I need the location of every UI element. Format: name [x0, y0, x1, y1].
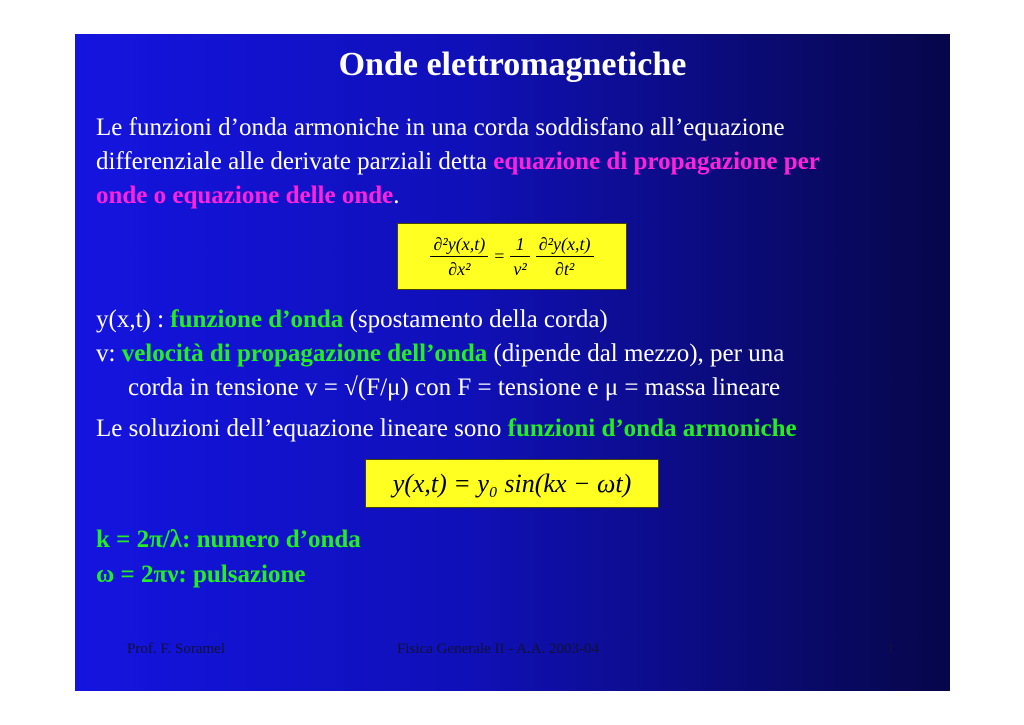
wave-equation-box	[397, 223, 627, 290]
footer-author: Prof. F. Soramel	[127, 641, 225, 657]
rhs-numerator: ∂²y(x,t)	[536, 232, 594, 257]
rhs-fraction	[536, 232, 594, 281]
coef-denominator: v²	[513, 259, 527, 279]
equals-sign: =	[494, 246, 505, 266]
def-y-prefix: y(x,t) :	[96, 306, 171, 333]
def-y-term: funzione d’onda	[170, 306, 344, 333]
coef-numerator: 1	[510, 232, 529, 257]
harmonic-equation: y(x,t) = y₀ sin(kx − ωt)	[392, 468, 632, 498]
slide-title: Onde elettromagnetiche	[338, 46, 687, 83]
def-v-desc: (dipende dal mezzo), per una	[487, 340, 785, 367]
lhs-numerator: ∂²y(x,t)	[430, 232, 488, 257]
intro-line-2-text: differenziale alle derivate parziali detta	[96, 148, 494, 175]
def-v-term: velocità di propagazione dell’onda	[121, 340, 488, 367]
solutions-text: Le soluzioni dell’equazione lineare sono	[96, 415, 508, 442]
def-v-line-2: corda in tensione v = √(F/μ) con F = tensione e μ = massa lineare	[128, 374, 781, 401]
wave-equation	[398, 224, 626, 289]
k-definition: k = 2π/λ: numero d’onda	[96, 526, 361, 553]
def-y-desc: (spostamento della corda)	[343, 306, 608, 333]
footer-course: Fisica Generale II - A.A. 2003-04	[397, 641, 600, 657]
solutions-line	[96, 415, 797, 443]
solutions-term: funzioni d’onda armoniche	[507, 415, 797, 442]
omega-definition: ω = 2πν: pulsazione	[96, 561, 306, 588]
rhs-denominator: ∂t²	[555, 259, 575, 279]
intro-line-1: Le funzioni d’onda armoniche in una corda soddisfano all’equazione	[96, 114, 785, 141]
footer-page: 1	[887, 641, 895, 657]
def-y	[96, 306, 608, 334]
lhs-denominator: ∂x²	[448, 259, 471, 279]
wave-equation-term: equazione di propagazione per	[493, 148, 820, 175]
wave-equation-term-cont: onde o equazione delle onde	[96, 182, 394, 209]
def-v-prefix: v:	[96, 340, 122, 367]
coef-fraction	[510, 232, 529, 281]
intro-period: .	[393, 182, 400, 209]
harmonic-equation-box	[365, 459, 659, 508]
def-v	[96, 340, 784, 368]
intro-line-2	[96, 148, 820, 176]
lhs-fraction	[430, 232, 488, 281]
slide	[75, 34, 950, 691]
intro-line-3	[96, 182, 400, 210]
